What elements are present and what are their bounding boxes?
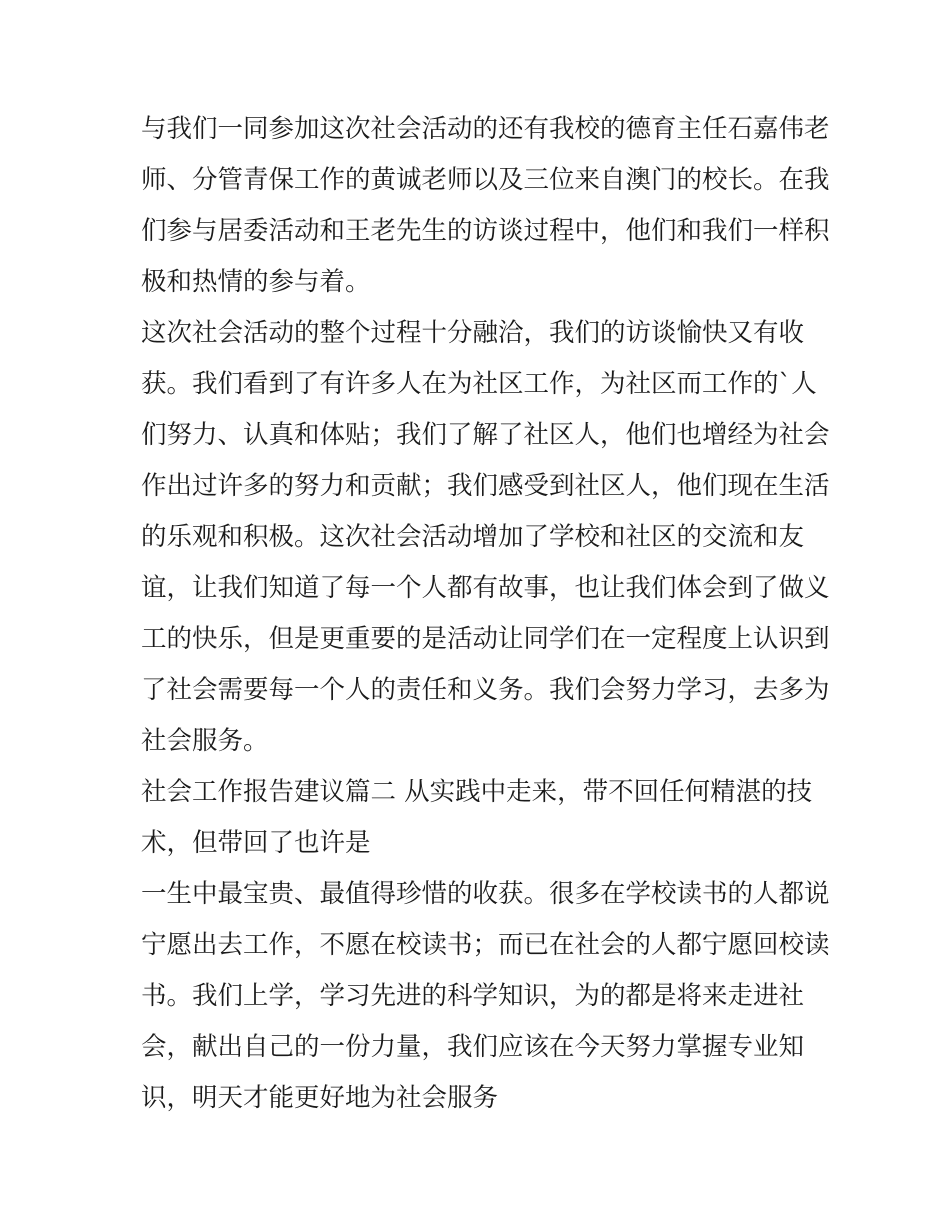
text-line: 谊，让我们知道了每一个人都有故事，也让我们体会到了做义	[141, 573, 830, 603]
text-line: 了社会需要每一个人的责任和义务。我们会努力学习，去多为	[141, 675, 830, 705]
text-line: 会，献出自己的一份力量，我们应该在今天努力掌握专业知	[141, 1032, 805, 1062]
text-line: 师、分管青保工作的黄诚老师以及三位来自澳门的校长。在我	[141, 165, 830, 195]
text-line: 与我们一同参加这次社会活动的还有我校的德育主任石嘉伟老	[141, 114, 830, 144]
text-line: 书。我们上学，学习先进的科学知识，为的都是将来走进社	[141, 981, 805, 1011]
text-line: 们参与居委活动和王老先生的访谈过程中，他们和我们一样积	[141, 216, 830, 246]
document-body	[141, 104, 830, 1124]
text-line: 极和热情的参与着。	[141, 267, 371, 297]
text-line: 一生中最宝贵、最值得珍惜的收获。很多在学校读书的人都说	[141, 879, 830, 909]
text-line: 工的快乐，但是更重要的是活动让同学们在一定程度上认识到	[141, 624, 830, 654]
text-line: 识，明天才能更好地为社会服务	[141, 1083, 499, 1113]
text-line: 宁愿出去工作，不愿在校读书；而已在社会的人都宁愿回校读	[141, 930, 830, 960]
text-line: 这次社会活动的整个过程十分融洽，我们的访谈愉快又有收	[141, 318, 805, 348]
text-line: 的乐观和积极。这次社会活动增加了学校和社区的交流和友	[141, 522, 805, 552]
text-line: 获。我们看到了有许多人在为社区工作，为社区而工作的`人	[141, 369, 817, 399]
text-line: 社会工作报告建议篇二 从实践中走来，带不回任何精湛的技	[141, 777, 813, 807]
text-line: 术，但带回了也许是	[141, 828, 371, 858]
text-line: 社会服务。	[141, 726, 269, 756]
text-line: 作出过许多的努力和贡献；我们感受到社区人，他们现在生活	[141, 471, 830, 501]
text-line: 们努力、认真和体贴；我们了解了社区人，他们也增经为社会	[141, 420, 830, 450]
